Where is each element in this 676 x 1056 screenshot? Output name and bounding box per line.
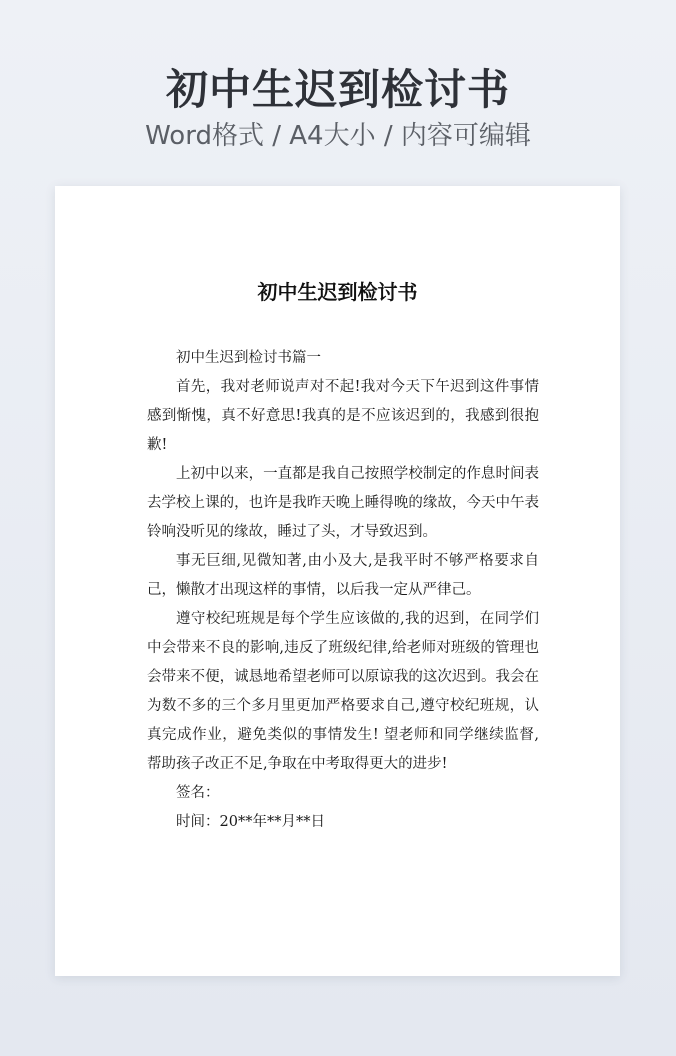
document-title: 初中生迟到检讨书 (257, 280, 418, 304)
paragraph: 遵守校纪班规是每个学生应该做的,我的迟到，在同学们中会带来不良的影响,违反了班级纪律,给老师对班级的管理也会带来不便，诚恳地希望老师可以原谅我的这次迟到。我会在为数不多的三个多月里更加严格要求自己,遵守校纪班规，认真完成作业，避免类似的事情发生! 望老师和同学继续监督,帮助孩子改正不足,争取在中考取得更大的进步! (147, 611, 539, 772)
document-page (55, 186, 620, 976)
date-line: 时间：20**年**月**日 (176, 814, 325, 830)
signature-line: 签名： (176, 785, 220, 801)
document-body (147, 344, 539, 837)
banner-subtitle: Word格式 / A4大小 / 内容可编辑 (145, 121, 531, 151)
banner-title: 初中生迟到检讨书 (165, 65, 510, 114)
paragraph: 上初中以来，一直都是我自己按照学校制定的作息时间表去学校上课的，也许是我昨天晚上睡得晚的缘故，今天中午表铃响没听见的缘故，睡过了头，才导致迟到。 (147, 466, 539, 540)
section-heading: 初中生迟到检讨书篇一 (176, 350, 321, 366)
paragraph: 事无巨细,见微知著,由小及大,是我平时不够严格要求自己，懒散才出现这样的事情，以后我一定从严律己。 (147, 553, 539, 598)
paragraph: 首先，我对老师说声对不起!我对今天下午迟到这件事情感到惭愧，真不好意思!我真的是不应该迟到的，我感到很抱歉! (147, 379, 539, 453)
